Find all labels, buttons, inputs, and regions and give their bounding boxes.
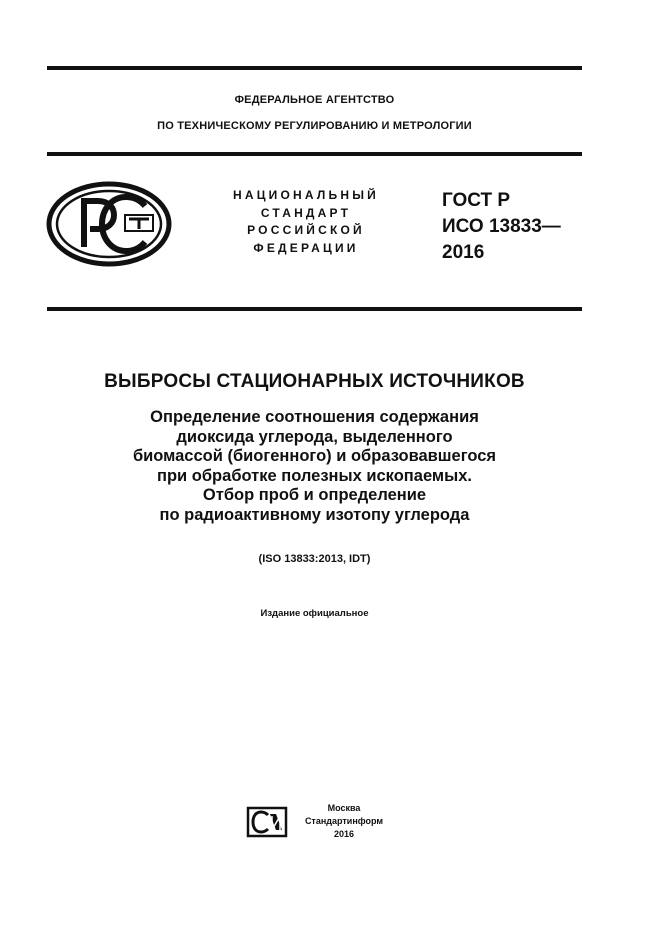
national-standard-label <box>210 187 402 257</box>
subtitle-line-3: биомассой (биогенного) и образовавшегося <box>132 447 497 465</box>
standartinform-logo-icon <box>246 806 288 838</box>
header-bottom-rule <box>47 152 582 156</box>
iso-reference: (ISO 13833:2013, IDT) <box>258 553 371 565</box>
document-subtitle <box>47 408 582 525</box>
subtitle-line-5: Отбор проб и определение <box>202 486 427 504</box>
subtitle-line-4: при обработке полезных ископаемых. <box>157 466 472 485</box>
national-line-4: ФЕДЕРАЦИИ <box>253 240 359 255</box>
edition-label: Издание официальное <box>260 608 369 619</box>
agency-line-1: ФЕДЕРАЛЬНОЕ АГЕНТСТВО <box>234 94 395 106</box>
rst-certification-mark-icon <box>46 181 172 267</box>
standard-block-bottom-rule <box>47 307 582 311</box>
designation-line-1: ГОСТ Р <box>442 190 511 211</box>
subtitle-line-1: Определение соотношения содержания <box>150 408 479 426</box>
national-line-2: СТАНДАРТ <box>260 205 352 220</box>
top-rule <box>47 66 582 70</box>
publisher-name: Стандартинформ <box>304 816 384 826</box>
agency-line-2: ПО ТЕХНИЧЕСКОМУ РЕГУЛИРОВАНИЮ И МЕТРОЛОГИИ <box>157 120 472 132</box>
subtitle-line-6: по радиоактивному изотопу углерода <box>159 505 470 524</box>
publisher-block <box>296 802 392 841</box>
publisher-city: Москва <box>327 803 361 813</box>
designation-line-2: ИСО 13833— <box>442 216 561 237</box>
national-line-3: РОССИЙСКОЙ <box>247 223 365 237</box>
standard-designation <box>442 188 592 266</box>
designation-line-3: 2016 <box>442 242 485 263</box>
publisher-year: 2016 <box>333 829 355 839</box>
national-line-1: НАЦИОНАЛЬНЫЙ <box>232 188 380 202</box>
document-main-title: ВЫБРОСЫ СТАЦИОНАРНЫХ ИСТОЧНИКОВ <box>104 371 525 392</box>
subtitle-line-2: диоксида углерода, выделенного <box>176 427 453 446</box>
